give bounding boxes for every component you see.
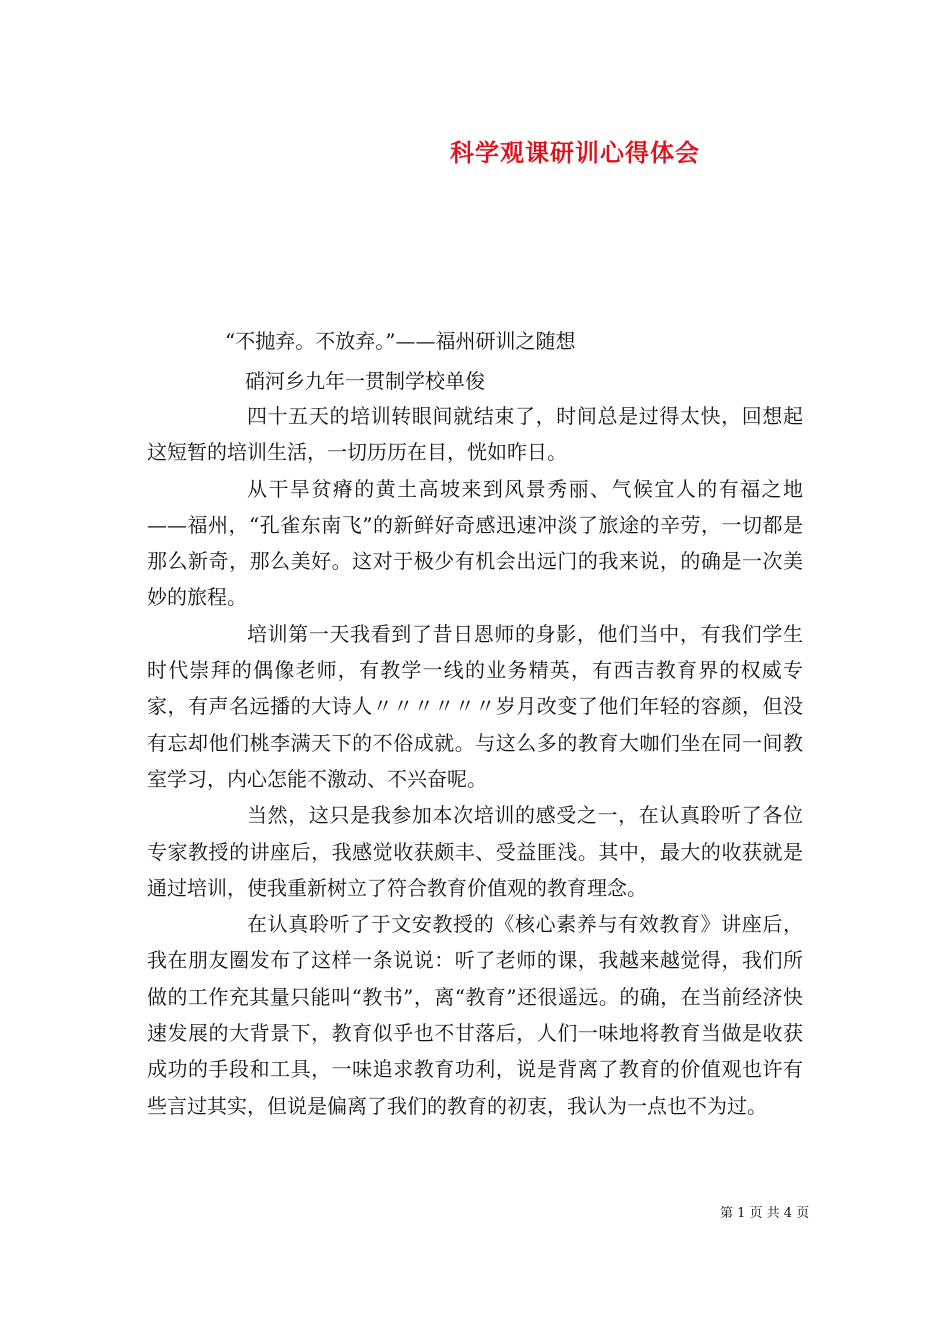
paragraph-5: 在认真聆听了于文安教授的《核心素养与有效教育》讲座后，我在朋友圈发布了这样一条说说：听了老师的课，我越来越觉得，我们所做的工作充其量只能叫“教书”，离“教育”还很遥远。的确，在当前经济快速发展的大背景下，教育似乎也不甘落后，人们一味地将教育当做是收获成功的手段和工具，一味追求教育功利，说是背离了教育的价值观也许有些言过其实，但说是偏离了我们的教育的初衷，我认为一点也不为过。 [147,912,803,1118]
page-title: 科学观课研训心得体会 [450,138,700,167]
paragraph-4: 当然，这只是我参加本次培训的感受之一，在认真聆听了各位专家教授的讲座后，我感觉收获颇丰、受益匪浅。其中，最大的收获就是通过培训，使我重新树立了符合教育价值观的教育理念。 [147,803,803,900]
article-author: 硝河乡九年一贯制学校单俊 [245,369,485,393]
paragraph-3: 培训第一天我看到了昔日恩师的身影，他们当中，有我们学生时代崇拜的偶像老师，有教学一线的业务精英，有西吉教育界的权威专家，有声名远播的大诗人〃〃〃〃〃〃岁月改变了他们年轻的容颜，但没有忘却他们桃李满天下的不俗成就。与这么多的教育大咖们坐在同一间教室学习，内心怎能不激动、不兴奋呢。 [147,621,803,791]
paragraph-2: 从干旱贫瘠的黄土高坡来到风景秀丽、气候宜人的有福之地——福州，“孔雀东南飞”的新鲜好奇感迅速冲淡了旅途的辛劳，一切都是那么新奇，那么美好。这对于极少有机会出远门的我来说，的确是一次美妙的旅程。 [147,476,803,610]
paragraph-1: 四十五天的培训转眼间就结束了，时间总是过得太快，回想起这短暂的培训生活，一切历历在目，恍如昨日。 [147,404,803,465]
article-subtitle: “不抛弃。不放弃。”——福州研训之随想 [225,329,576,353]
article-body [147,398,803,1124]
page-number-footer: 第 1 页 共 4 页 [720,1206,810,1221]
